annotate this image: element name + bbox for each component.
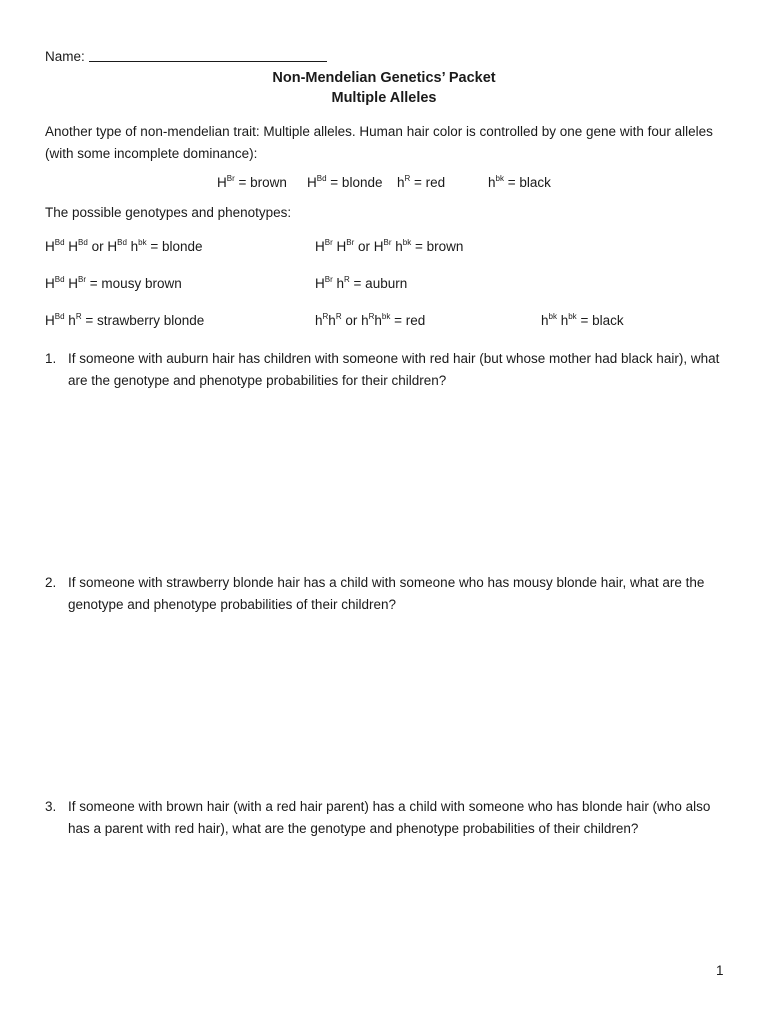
name-blank-underline	[89, 48, 327, 62]
phenotype-text: = blonde	[146, 239, 203, 254]
allele-blonde	[307, 174, 382, 192]
allele-sup: Br	[324, 238, 333, 247]
allele-sup: bk	[568, 312, 577, 321]
intro-paragraph: Another type of non-mendelian trait: Multiple alleles. Human hair color is controlled by one gene with four alleles (with some incomplete dominance):	[45, 124, 713, 161]
possible-genotypes-label: The possible genotypes and phenotypes:	[45, 205, 292, 220]
or-word: or	[87, 239, 108, 254]
or-word: or	[354, 239, 374, 254]
name-line	[45, 48, 327, 66]
allele-sup: Bd	[316, 174, 327, 183]
allele-red	[397, 174, 445, 192]
genotype-strawberry-blonde: $H^{Bd}$ $h^R$ = strawberry blonde	[45, 312, 205, 328]
allele-sup: Bd	[78, 238, 88, 247]
phenotype-text: = brown	[411, 239, 464, 254]
question-3-text: If someone with brown hair (with a red hair parent) has a child with someone who has blonde hair (who also has a parent with red hair), what are the genotype and phenotype probabilities of their children?	[68, 799, 711, 836]
question-3-number: 3.	[45, 799, 57, 814]
allele-sup: bk	[495, 174, 504, 183]
allele-sup: bk	[402, 238, 412, 247]
allele-sup: Bd	[54, 275, 65, 284]
phenotype-text: = strawberry blonde	[81, 313, 205, 328]
allele-desc: = brown	[234, 175, 287, 190]
allele-sup: Bd	[54, 238, 65, 247]
allele-base: H	[307, 175, 317, 190]
allele-black	[488, 174, 551, 192]
document-subtitle: Multiple Alleles	[331, 90, 437, 106]
or-word: or	[341, 313, 362, 328]
genotype-red: $h^Rh^R$ or $h^Rh^{bk}$ = red	[315, 312, 426, 328]
genotype-black: $h^{bk}$ $h^{bk}$ = black	[541, 312, 624, 328]
allele-sup: R	[75, 312, 82, 321]
allele-base: h	[488, 175, 496, 190]
allele-sup: Bd	[117, 238, 127, 247]
question-2-number: 2.	[45, 575, 57, 590]
allele-sup: bk	[138, 238, 147, 247]
genotype-brown: $H^{Br}$ $H^{Br}$ or $H^{Br}$ $h^{bk}$ = brown	[315, 238, 464, 254]
allele-sup: Br	[78, 275, 87, 284]
allele-sup: R	[344, 275, 350, 284]
allele-sup: R	[335, 312, 342, 321]
allele-base: h	[397, 175, 405, 190]
name-label: Name:	[45, 49, 85, 64]
genotype-mousy-brown: $H^{Bd}$ $H^{Br}$ = mousy brown	[45, 275, 182, 291]
question-1-number: 1.	[45, 351, 57, 366]
allele-sup: R	[404, 174, 411, 183]
allele-sup: Br	[324, 275, 333, 284]
allele-sup: Bd	[54, 312, 65, 321]
allele-desc: = red	[410, 175, 446, 190]
allele-sup: Br	[346, 238, 355, 247]
phenotype-text: = mousy brown	[86, 276, 182, 291]
document-title: Non-Mendelian Genetics’ Packet	[272, 70, 496, 86]
page-number: 1	[716, 963, 724, 978]
allele-sup: Br	[383, 238, 392, 247]
allele-base: H	[217, 175, 227, 190]
allele-sup: R	[368, 312, 375, 321]
phenotype-text: = red	[390, 313, 426, 328]
allele-sup: bk	[381, 312, 391, 321]
question-1-text: If someone with auburn hair has children with someone with red hair (but whose mother had black hair), what are the genotype and phenotype probabilities for their children?	[68, 351, 720, 388]
phenotype-text: = auburn	[349, 276, 408, 291]
genotype-auburn: $H^{Br}$ $h^R$ = auburn	[315, 275, 408, 291]
allele-sup: bk	[548, 312, 557, 321]
question-2-text: If someone with strawberry blonde hair has a child with someone who has mousy blonde hair, what are the genotype and phenotype probabilities of their children?	[68, 575, 705, 612]
genotype-blonde: $H^{Bd}$ $H^{Bd}$ or $H^{Bd}$ $h^{bk}$ = blonde	[45, 238, 203, 254]
allele-desc: = blonde	[326, 175, 383, 190]
allele-desc: = black	[503, 175, 551, 190]
allele-brown	[217, 174, 287, 192]
allele-sup: R	[322, 312, 329, 321]
phenotype-text: = black	[576, 313, 624, 328]
allele-sup: Br	[226, 174, 235, 183]
